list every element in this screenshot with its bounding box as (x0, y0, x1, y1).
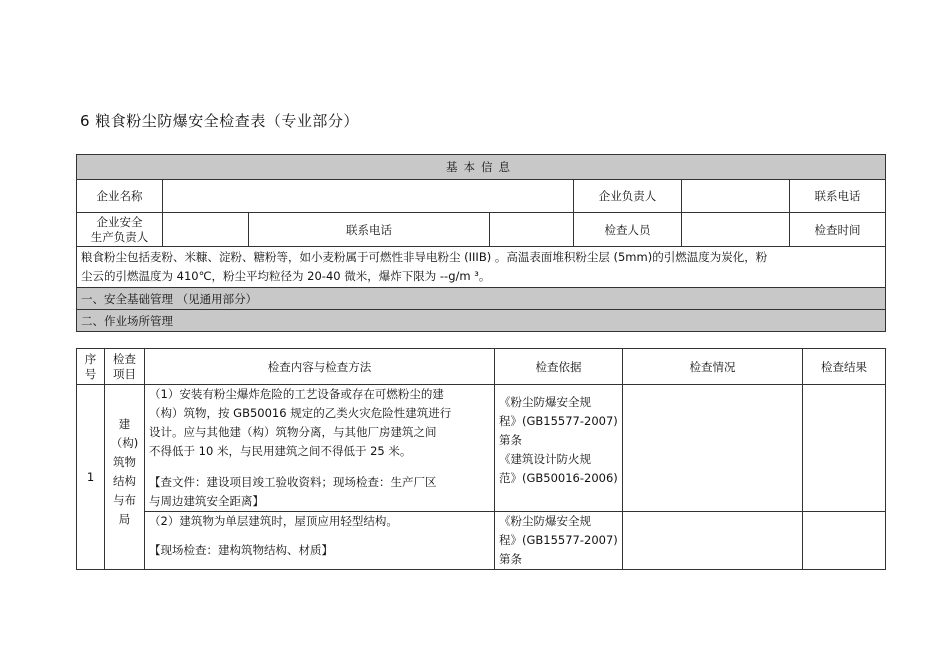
check-item-line: 局 (118, 512, 131, 526)
inspector-label: 检查人员 (574, 213, 682, 247)
content-line: （构）筑物，按 GB50016 规定的乙类火灾危险性建筑进行 (149, 406, 452, 420)
content-line (149, 531, 490, 541)
company-name-label: 企业名称 (77, 180, 163, 213)
status-header: 检查情况 (623, 349, 803, 385)
content-line: 【查文件：建设项目竣工验收资料；现场检查：生产厂区 (149, 475, 437, 489)
basis-line: 《粉尘防爆安全规 (499, 514, 591, 528)
basic-info-table (76, 154, 886, 332)
check-item-line: 结构 (113, 474, 136, 488)
company-head-value[interactable] (682, 180, 790, 213)
check-result-1[interactable] (803, 385, 886, 512)
check-item-line: 建 (118, 417, 131, 431)
check-status-2[interactable] (623, 512, 803, 570)
row-seq: 1 (77, 385, 105, 570)
check-basis-1 (495, 385, 623, 512)
content-line: （2）建筑物为单层建筑时，屋顶应用轻型结构。 (149, 514, 398, 528)
basic-info-header: 基本信息 (77, 155, 886, 180)
dust-description (77, 247, 886, 288)
content-line (149, 461, 490, 473)
item-header (105, 349, 145, 385)
phone-value-2[interactable] (490, 213, 574, 247)
safety-head-value[interactable] (163, 213, 249, 247)
check-content-1 (145, 385, 495, 512)
basis-line: 《建筑设计防火规 (499, 452, 591, 466)
content-line: 与周边建筑安全距离】 (149, 494, 264, 508)
safety-head-label-line2: 生产负责人 (90, 229, 149, 244)
basis-line: 第条 (499, 433, 522, 447)
section-basic-management: 一、安全基础管理 （见通用部分） (77, 288, 886, 310)
basis-line: 程》(GB15577-2007) (499, 533, 618, 547)
content-header: 检查内容与检查方法 (145, 349, 495, 385)
check-status-1[interactable] (623, 385, 803, 512)
basis-line: 《粉尘防爆安全规 (499, 395, 591, 409)
basis-header: 检查依据 (495, 349, 623, 385)
phone-label: 联系电话 (790, 180, 886, 213)
check-item-line: 筑物 (113, 455, 136, 469)
phone-label-2: 联系电话 (249, 213, 490, 247)
content-line: 【现场检查：建构筑物结构、材质】 (149, 543, 333, 557)
company-name-value[interactable] (163, 180, 574, 213)
check-content-2 (145, 512, 495, 570)
safety-head-label (77, 213, 163, 247)
seq-header (77, 349, 105, 385)
safety-head-label-line1: 企业安全 (96, 214, 143, 229)
check-result-2[interactable] (803, 512, 886, 570)
basis-line: 范》(GB50016-2006) (499, 471, 618, 485)
content-line: 设计。应与其他建（构）筑物分离，与其他厂房建筑之间 (149, 425, 437, 439)
item-header-line2: 项目 (113, 366, 136, 381)
dust-description-line1: 粮食粉尘包括麦粉、米糠、淀粉、糖粉等，如小麦粉属于可燃性非导电粉尘 (IIIB) 。高温表面堆积粉尘层 (5mm)的引燃温度为炭化，粉 (81, 250, 768, 264)
check-item-line: （构) (110, 436, 139, 450)
check-item (105, 385, 145, 570)
content-line: 不得低于 10 米，与民用建筑之间不得低于 25 米。 (149, 444, 412, 458)
check-table (76, 348, 886, 570)
check-time-label: 检查时间 (790, 213, 886, 247)
content-line: （1）安装有粉尘爆炸危险的工艺设备或存在可燃粉尘的建 (149, 387, 444, 401)
result-header: 检查结果 (803, 349, 886, 385)
dust-description-line2: 尘云的引燃温度为 410℃，粉尘平均粒径为 20-40 微米，爆炸下限为 --g/m ³。 (81, 269, 491, 283)
check-basis-2 (495, 512, 623, 570)
inspector-value[interactable] (682, 213, 790, 247)
basis-line (499, 385, 618, 393)
company-head-label: 企业负责人 (574, 180, 682, 213)
section-workplace-management: 二、作业场所管理 (77, 310, 886, 332)
seq-header-line2: 号 (84, 366, 97, 381)
page-title: 6 粮食粉尘防爆安全检查表（专业部分） (80, 112, 359, 130)
seq-header-line1: 序 (84, 351, 97, 366)
item-header-line1: 检查 (113, 351, 136, 366)
basis-line: 第条 (499, 552, 522, 566)
basis-line: 程》(GB15577-2007) (499, 414, 618, 428)
check-item-line: 与布 (113, 493, 136, 507)
